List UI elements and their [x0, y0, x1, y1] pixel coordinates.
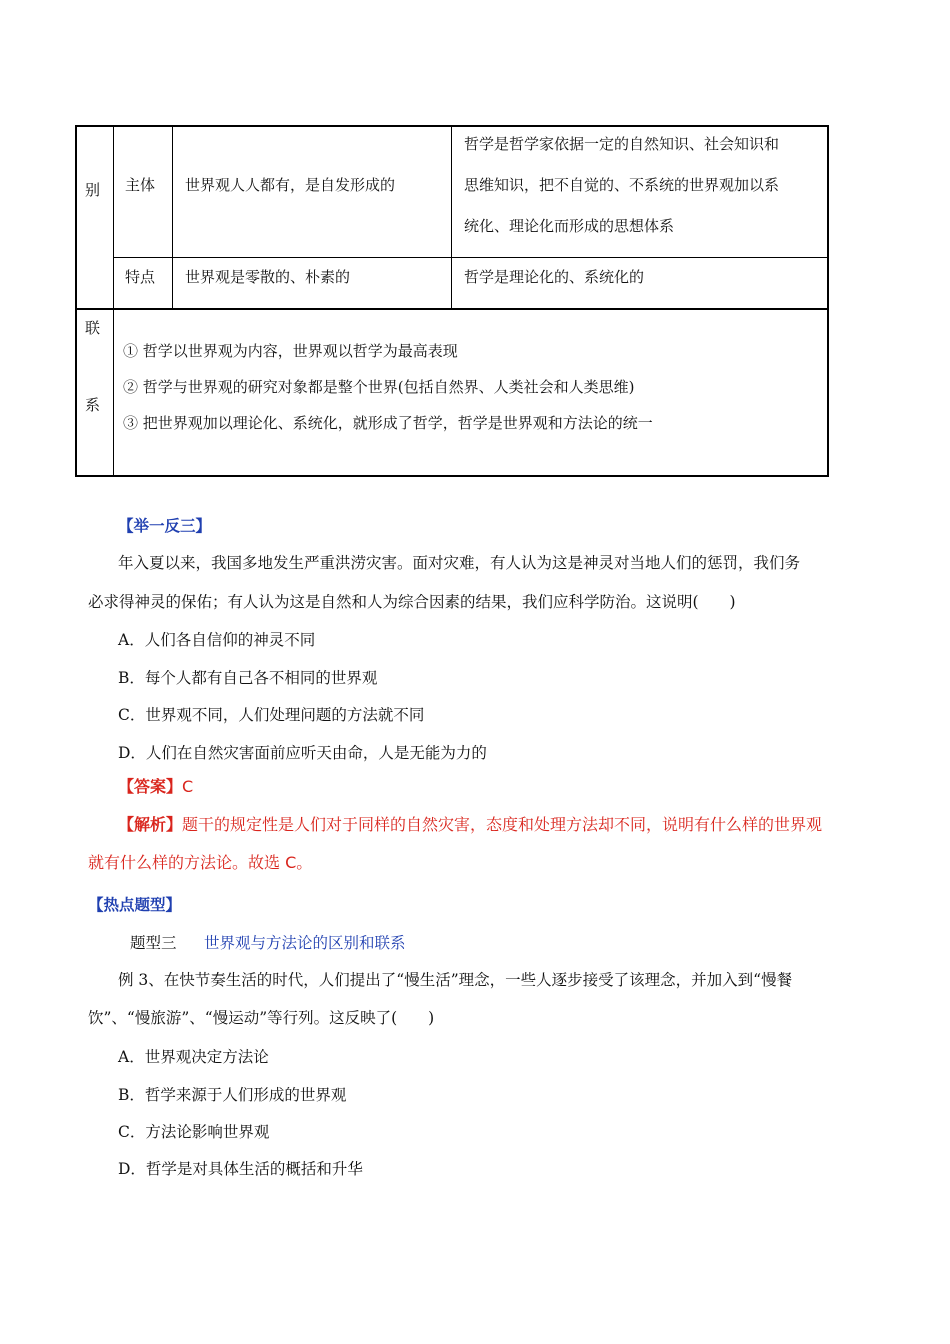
- option-b: B．每个人都有自己各不相同的世界观: [118, 669, 378, 687]
- zhuti-philosophy-line: 思维知识，把不自觉的、不系统的世界观加以系: [464, 176, 780, 194]
- table-divider: [75, 308, 829, 310]
- comparison-table: [75, 125, 829, 477]
- row-label-bie: 别: [85, 181, 101, 199]
- option-a: A．世界观决定方法论: [118, 1048, 269, 1066]
- answer-label: 【答案】: [118, 777, 183, 796]
- analysis-label: 【解析】: [118, 815, 183, 834]
- link-item: ② 哲学与世界观的研究对象都是整个世界(包括自然界、人类社会和人类思维): [123, 378, 635, 396]
- answer-value: C: [182, 777, 194, 796]
- answer: [118, 774, 193, 797]
- table-border-top: [75, 125, 829, 127]
- question-line: 必求得神灵的保佑；有人认为这是自然和人为综合因素的结果，我们应科学防治。这说明( ): [88, 593, 736, 611]
- table-border-bottom: [75, 475, 829, 477]
- question-line: 例 3、在快节奏生活的时代，人们提出了“慢生活”理念，一些人逐步接受了该理念，并加入到“慢餐: [118, 971, 793, 989]
- analysis-text: 题干的规定性是人们对于同样的自然灾害，态度和处理方法却不同，说明有什么样的世界观: [182, 815, 823, 834]
- link-item: ③ 把世界观加以理论化、系统化，就形成了哲学，哲学是世界观和方法论的统一: [123, 414, 653, 432]
- table-divider: [113, 257, 829, 258]
- table-divider: [451, 125, 452, 309]
- row-label-lian: 联: [85, 319, 101, 337]
- table-border-left: [75, 125, 77, 477]
- tedian-label: 特点: [125, 268, 156, 286]
- option-a: A．人们各自信仰的神灵不同: [118, 631, 316, 649]
- type-label: 题型三: [130, 934, 177, 952]
- option-d: D．人们在自然灾害面前应听天由命，人是无能为力的: [118, 744, 487, 762]
- zhuti-label: 主体: [125, 176, 156, 194]
- section-heading-juyifansan: 【举一反三】: [118, 516, 212, 535]
- table-divider: [113, 125, 114, 477]
- option-c: C．方法论影响世界观: [118, 1123, 270, 1141]
- option-d: D．哲学是对具体生活的概括和升华: [118, 1160, 363, 1178]
- section-heading-redian: 【热点题型】: [88, 895, 182, 914]
- analysis-line: [118, 812, 822, 835]
- option-c: C．世界观不同，人们处理问题的方法就不同: [118, 706, 425, 724]
- table-border-right: [827, 125, 829, 477]
- zhuti-philosophy-line: 统化、理论化而形成的思想体系: [464, 217, 675, 235]
- row-label-xi: 系: [85, 396, 101, 414]
- zhuti-worldview: 世界观人人都有，是自发形成的: [185, 176, 396, 194]
- tedian-philosophy: 哲学是理论化的、系统化的: [464, 268, 645, 286]
- question-line: 年入夏以来，我国多地发生严重洪涝灾害。面对灾难，有人认为这是神灵对当地人们的惩罚，我们务: [118, 554, 801, 572]
- zhuti-philosophy-line: 哲学是哲学家依据一定的自然知识、社会知识和: [464, 135, 780, 153]
- option-b: B．哲学来源于人们形成的世界观: [118, 1086, 347, 1104]
- question-line: 饮”、“慢旅游”、“慢运动”等行列。这反映了( ): [88, 1009, 435, 1027]
- tedian-worldview: 世界观是零散的、朴素的: [185, 268, 351, 286]
- link-item: ① 哲学以世界观为内容，世界观以哲学为最高表现: [123, 342, 458, 360]
- analysis-line: 就有什么样的方法论。故选 C。: [88, 853, 313, 872]
- table-divider: [172, 125, 173, 309]
- type-title: 世界观与方法论的区别和联系: [204, 934, 406, 952]
